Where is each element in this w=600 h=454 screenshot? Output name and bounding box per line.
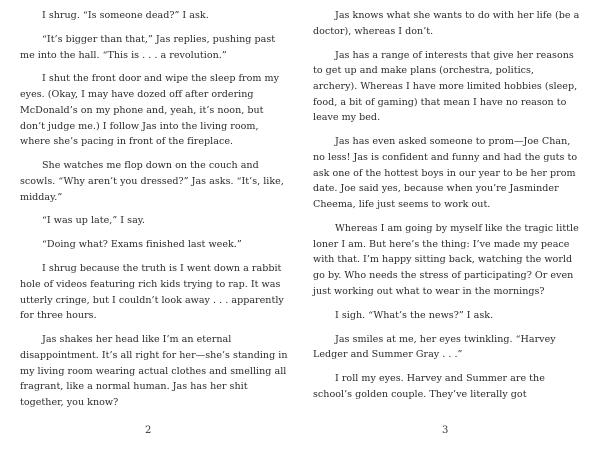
- paragraph: Whereas I am going by myself like the tragic little loner I am. But here’s the thing: I’ve made my peace with that. I’m happy sitting back, watching the world go by. Who needs the stress of participating? Or even just working out what to wear in the mornings?: [313, 223, 579, 297]
- page-number: 2: [145, 425, 152, 436]
- paragraph: “It’s bigger than that,” Jas replies, pushing past me into the hall. “This is . . . a revolution.”: [20, 33, 276, 61]
- paragraph: Jas smiles at me, her eyes twinkling. “Harvey Ledger and Summer Gray . . .”: [313, 333, 556, 361]
- paragraph: I sigh. “What’s the news?” I ask.: [335, 309, 494, 321]
- paragraph: She watches me flop down on the couch and scowls. “Why aren’t you dressed?” Jas asks. “It’s, like, midday.”: [20, 160, 284, 203]
- paragraph: Jas shakes her head like I’m an eternal disappointment. It’s all right for her—she’s standing in my living room wearing actual clothes and smelling all fragrant, like a normal human. Jas has her shit together, you know?: [20, 334, 288, 409]
- paragraph: Jas has a range of interests that give her reasons to get up and make plans (orchestra, politics, archery). Whereas I have more limited hobbies (sleep, food, a bit of gaming) that mean I have no reason to leave my bed.: [313, 49, 578, 124]
- page-number: 3: [442, 425, 449, 436]
- paragraph: I shrug. “Is someone dead?” I ask.: [42, 10, 209, 21]
- paragraph: Jas has even asked someone to prom—Joe Chan, no less! Jas is confident and funny and had the guts to ask one of the hottest boys in our year to be her prom date. Joe said yes, because when you’re Jasminder Cheema, life just seems to work out.: [313, 136, 578, 211]
- right-page: [313, 8, 581, 411]
- paragraph: “Doing what? Exams finished last week.”: [42, 239, 242, 251]
- paragraph: “I was up late,” I say.: [42, 215, 145, 227]
- paragraph: I shrug because the truth is I went down a rabbit hole of videos featuring rich kids trying to rap. It was utterly cringe, but I couldn’t look away . . . apparently for three hours.: [20, 263, 284, 322]
- paragraph: I roll my eyes. Harvey and Summer are the school’s golden couple. They’ve literally got: [313, 373, 545, 400]
- left-page: [20, 8, 288, 419]
- paragraph: Jas knows what she wants to do with her life (be a doctor), whereas I don’t.: [313, 10, 580, 37]
- paragraph: I shut the front door and wipe the sleep from my eyes. (Okay, I may have dozed off after ordering McDonald’s on my phone and, yeah, it’s noon, but don’t judge me.) I follow Jas into the living room, where she’s pacing in front of the fireplace.: [20, 73, 280, 148]
